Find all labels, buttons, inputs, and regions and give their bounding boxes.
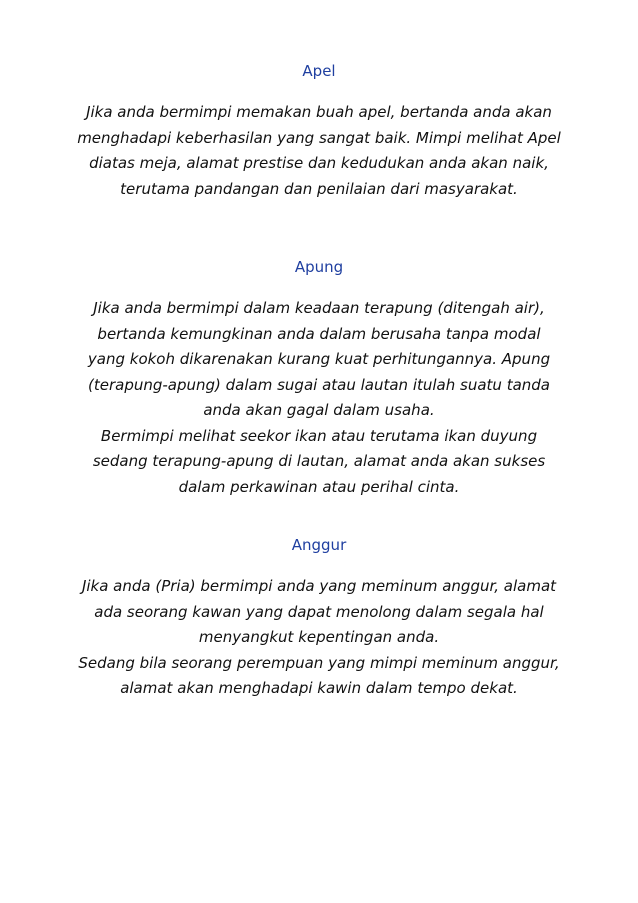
body-line: Sedang bila seorang perempuan yang mimpi meminum anggur, xyxy=(78,653,560,672)
body-line: anda akan gagal dalam usaha. xyxy=(203,401,435,419)
body-line: bertanda kemungkinan anda dalam berusaha tanpa modal xyxy=(97,324,541,343)
body-line: Jika anda bermimpi dalam keadaan terapung (ditengah air), xyxy=(93,299,545,317)
section-body xyxy=(50,574,588,702)
section-body xyxy=(50,100,588,202)
body-line: Jika anda (Pria) bermimpi anda yang meminum anggur, alamat xyxy=(81,577,557,595)
body-line: Jika anda bermimpi memakan buah apel, bertanda anda akan xyxy=(86,103,552,121)
body-line: ada seorang kawan yang dapat menolong dalam segala hal xyxy=(94,602,544,621)
section-anggur xyxy=(50,534,588,702)
section-body xyxy=(50,296,588,500)
body-line: diatas meja, alamat prestise dan kedudukan anda akan naik, xyxy=(89,154,549,172)
body-line: (terapung-apung) dalam sugai atau lautan itulah suatu tanda xyxy=(88,375,550,394)
section-apung xyxy=(50,256,588,500)
section-title: Apel xyxy=(302,62,336,80)
body-line: dalam perkawinan atau perihal cinta. xyxy=(178,477,460,496)
body-line: yang kokoh dikarenakan kurang kuat perhitungannya. Apung xyxy=(87,350,551,368)
body-line: menyangkut kepentingan anda. xyxy=(198,628,440,646)
body-line: Bermimpi melihat seekor ikan atau terutama ikan duyung xyxy=(100,426,538,445)
body-line: terutama pandangan dan penilaian dari masyarakat. xyxy=(120,179,518,198)
section-title: Apung xyxy=(294,258,344,276)
body-line: alamat akan menghadapi kawin dalam tempo dekat. xyxy=(120,679,518,697)
section-apel xyxy=(50,60,588,202)
body-line: sedang terapung-apung di lautan, alamat anda akan sukses xyxy=(92,452,546,470)
section-title: Anggur xyxy=(291,536,347,554)
body-line: menghadapi keberhasilan yang sangat baik. Mimpi melihat Apel xyxy=(77,128,561,147)
